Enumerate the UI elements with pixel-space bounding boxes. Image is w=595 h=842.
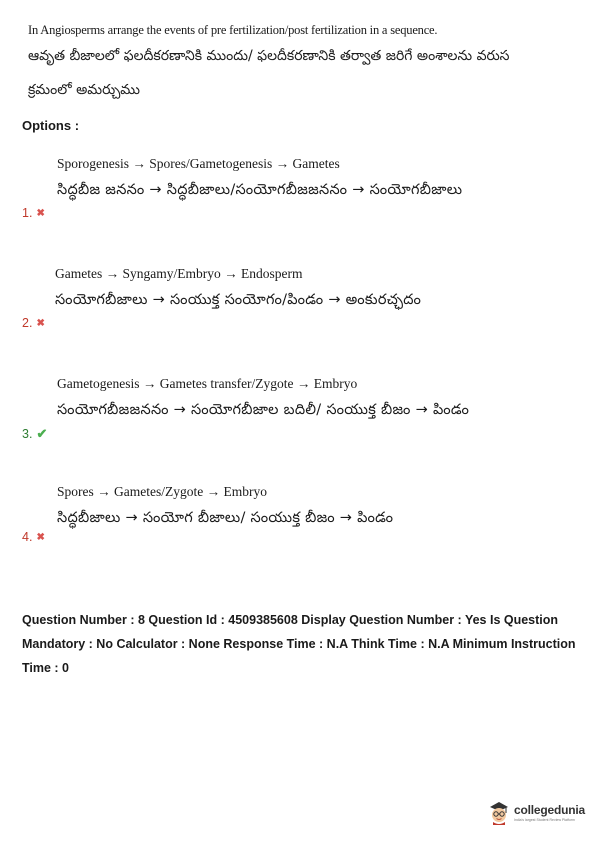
logo-name: collegedunia — [514, 802, 585, 817]
option-2-english: Gametes → Syngamy/Embryo → Endosperm — [55, 266, 303, 281]
option-4-number — [22, 530, 45, 544]
question-telugu-line2: క్రమంలో అమర్చుము — [28, 82, 140, 98]
option-1-number — [22, 206, 45, 220]
cross-icon: ✖ — [36, 207, 45, 219]
option-3-number-label: 3. — [22, 427, 33, 441]
logo-tagline: India's largest Student Review Platform — [514, 817, 575, 822]
question-english: In Angiosperms arrange the events of pre fertilization/post fertilization in a sequence. — [28, 23, 438, 37]
option-4-number-label: 4. — [22, 530, 33, 544]
options-label: Options : — [22, 118, 80, 133]
option-3-number — [22, 426, 47, 442]
collegedunia-logo — [488, 799, 585, 825]
option-1-telugu: సిద్ధబీజ జననం → సిద్ధబీజాలు/సంయోగబీజజననం → సంయోగబీజాలు — [57, 182, 463, 198]
cross-icon: ✖ — [36, 317, 45, 329]
option-3-english: Gametogenesis → Gametes transfer/Zygote → Embryo — [57, 376, 358, 391]
option-1-number-label: 1. — [22, 206, 33, 220]
option-2-number-label: 2. — [22, 316, 33, 330]
checkmark-icon: ✔ — [36, 426, 48, 441]
question-meta: Question Number : 8 Question Id : 4509385608 Display Question Number : Yes Is Question Mandatory : No Calculator : None Response Time : N.A Think Time : N.A Minimum Instruction Time : 0 — [22, 613, 576, 675]
mascot-icon — [488, 799, 510, 825]
cross-icon: ✖ — [36, 531, 45, 543]
option-1-english: Sporogenesis → Spores/Gametogenesis → Gametes — [57, 156, 340, 171]
option-2-number — [22, 316, 45, 330]
option-4-telugu: సిద్ధబీజాలు → సంయోగ బీజాలు/ సంయుక్త బీజం → పిండం — [57, 510, 394, 526]
question-telugu-line1: ఆవృత బీజాలలో ఫలదీకరణానికి ముందు/ ఫలదీకరణానికి తర్వాత జరిగే అంశాలను వరుస — [28, 48, 510, 64]
option-2-telugu: సంయోగబీజాలు → సంయుక్త సంయోగం/పిండం → అంకురచ్ఛదం — [55, 292, 422, 308]
option-4-english: Spores → Gametes/Zygote → Embryo — [57, 484, 267, 499]
option-3-telugu: సంయోగబీజజననం → సంయోగబీజాల బదిలీ/ సంయుక్త బీజం → పిండం — [57, 402, 470, 418]
